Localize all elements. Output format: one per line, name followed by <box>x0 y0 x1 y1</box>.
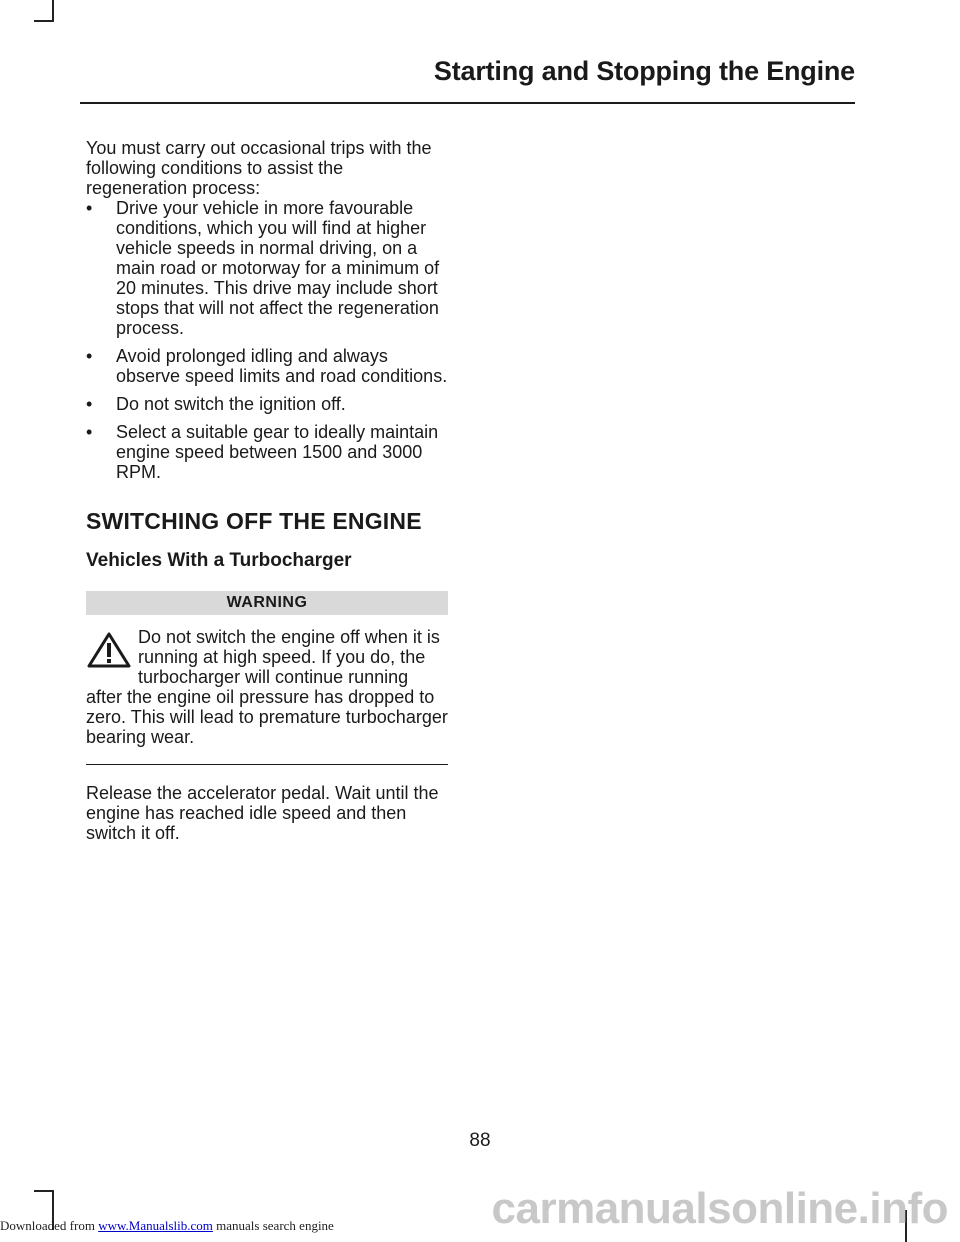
bullet-icon: • <box>86 198 93 218</box>
list-item <box>86 198 448 338</box>
list-item <box>86 422 448 482</box>
list-item-text: Drive your vehicle in more favourable conditions, which you will find at higher vehicle speeds in normal driving, on a main road or motorway for a minimum of 20 minutes. This drive may include short stops that will not affect the regeneration process. <box>116 198 440 338</box>
intro-paragraph: You must carry out occasional trips with the following conditions to assist the regeneration process: <box>86 138 432 198</box>
bullet-icon: • <box>86 346 93 366</box>
section-heading: SWITCHING OFF THE ENGINE <box>86 508 422 534</box>
warning-label: WARNING <box>86 591 448 615</box>
list-item-text: Do not switch the ignition off. <box>116 394 346 414</box>
warning-box <box>86 627 448 765</box>
main-column <box>86 138 448 843</box>
bullet-list <box>86 198 448 482</box>
list-item <box>86 346 448 386</box>
footer-prefix: Downloaded from <box>0 1218 95 1233</box>
watermark-text: carmanualsonline.info <box>491 1184 948 1233</box>
crop-mark <box>34 1190 52 1192</box>
crop-mark <box>52 0 54 22</box>
list-item-text: Select a suitable gear to ideally maintain engine speed between 1500 and 3000 RPM. <box>116 422 439 482</box>
manualslib-link[interactable]: www.Manualslib.com <box>98 1218 213 1233</box>
footer-suffix: manuals search engine <box>216 1218 334 1233</box>
header-divider <box>80 102 855 104</box>
warning-divider <box>86 764 448 765</box>
bullet-icon: • <box>86 394 93 414</box>
warning-triangle-icon <box>86 631 132 669</box>
download-footer <box>0 1218 334 1234</box>
page-number: 88 <box>469 1130 491 1151</box>
closing-paragraph: Release the accelerator pedal. Wait until the engine has reached idle speed and then switch it off. <box>86 783 439 843</box>
bullet-icon: • <box>86 422 93 442</box>
crop-mark <box>34 20 52 22</box>
page-header-title: Starting and Stopping the Engine <box>433 56 855 86</box>
list-item <box>86 394 448 414</box>
warning-text: Do not switch the engine off when it is running at high speed. If you do, the turbocharger will continue running after the engine oil pressure has dropped to zero. This will lead to premature turbocharger bearing wear. <box>86 627 448 747</box>
list-item-text: Avoid prolonged idling and always observe speed limits and road conditions. <box>116 346 448 386</box>
subheading: Vehicles With a Turbocharger <box>86 550 352 571</box>
